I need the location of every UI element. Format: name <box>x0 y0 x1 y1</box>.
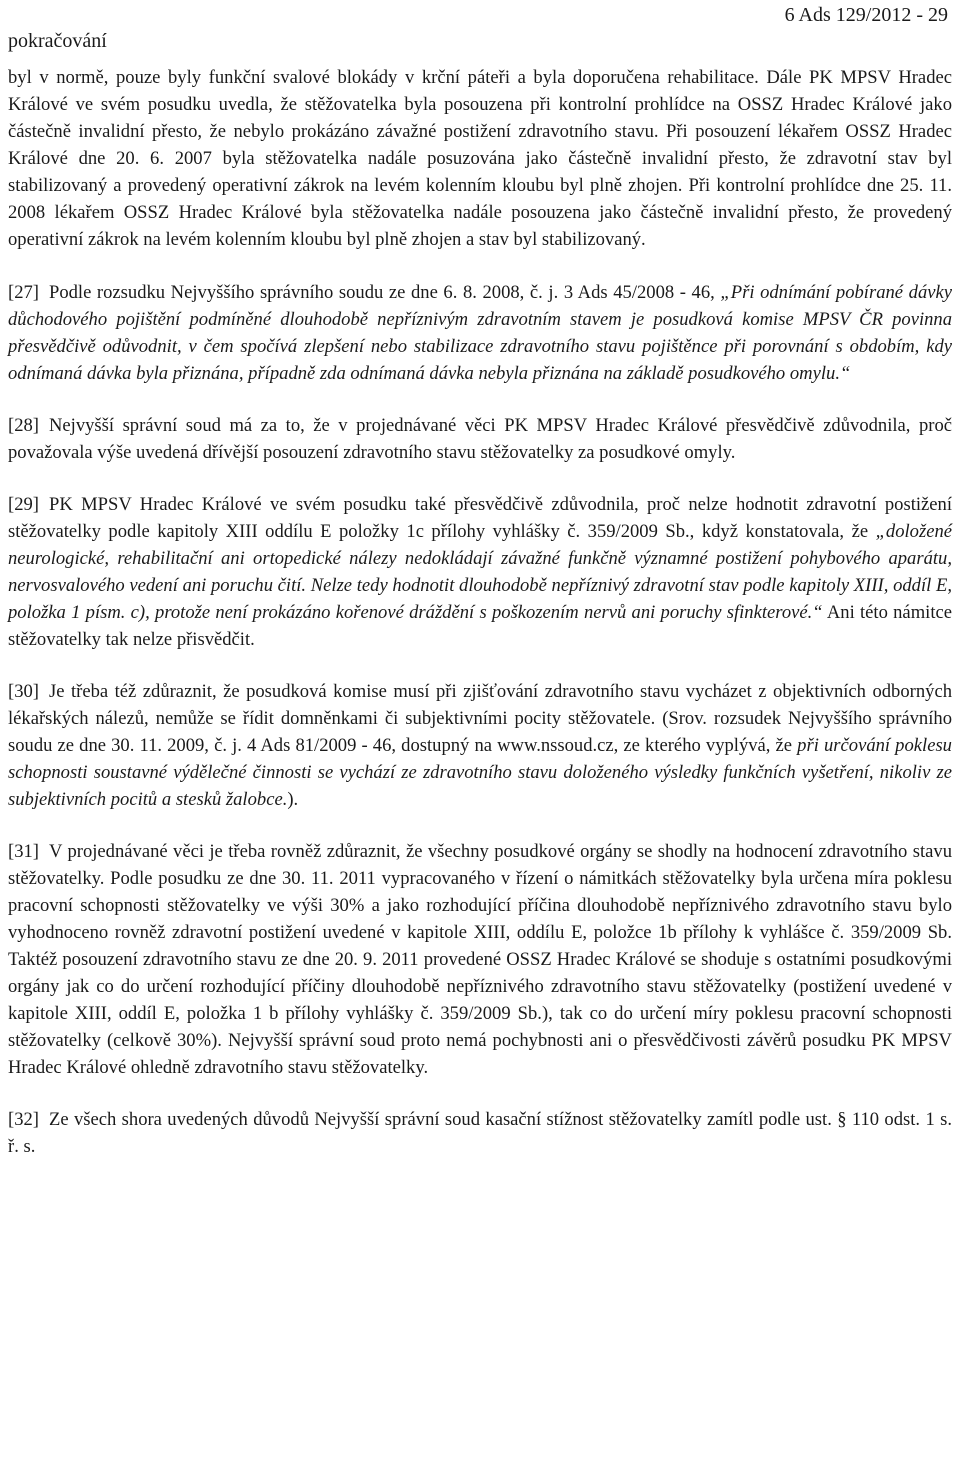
paragraph-number: [29] <box>8 494 39 515</box>
paragraph-text: Ze všech shora uvedených důvodů Nejvyšší správní soud kasační stížnost stěžovatelky zamítl podle ust. § 110 odst. 1 s. ř. s. <box>8 1109 952 1157</box>
header-continuation-label: pokračování <box>8 30 107 52</box>
paragraph-text-after-quote: ). <box>287 789 299 810</box>
paragraph-text: PK MPSV Hradec Králové ve svém posudku také přesvědčivě zdůvodnila, proč nelze hodnotit zdravotní postižení stěžovatelky podle kapitoly XIII oddílu E položky 1c přílohy vyhlášky č. 359/2009 Sb., když konstatovala, že <box>8 494 952 542</box>
paragraph-quote: „Při odnímání pobírané dávky důchodového pojištění podmíněné dlouhodobě nepříznivým zdravotním stavem je posudková komise MPSV ČR povinna přesvědčivě odůvodnit, v čem spočívá zlepšení nebo stabilizace zdravotního stavu pojištěnce při porovnání s obdobím, kdy odnímaná dávka byla přiznána, případně zda odnímaná dávka nebyla přiznána na základě posudkového omylu.“ <box>8 282 953 384</box>
paragraph-29 <box>8 491 952 653</box>
paragraph-quote: „doložené neurologické, rehabilitační ani ortopedické nálezy nedokládají závažné funkčně významné postižení pohybového aparátu, nervosvalového vedení ani poruchu čití. Nelze tedy hodnotit dlouhodobě nepříznivý zdravotní stav podle kapitoly XIII, oddíl E, položka 1 písm. c), protože není prokázáno kořenové dráždění s poškozením nervů ani poruchy sfinkterové.“ <box>8 521 952 623</box>
paragraph-number: [27] <box>8 282 39 303</box>
paragraph-text: Podle rozsudku Nejvyššího správního soudu ze dne 6. 8. 2008, č. j. 3 Ads 45/2008 - 46, <box>48 282 721 303</box>
paragraph-28 <box>8 412 952 466</box>
paragraph-31 <box>8 838 952 1081</box>
paragraph-text-after-quote: Ani této námitce stěžovatelky tak nelze přisvědčit. <box>8 602 952 650</box>
paragraph-number: [28] <box>8 415 39 436</box>
paragraph-number: [32] <box>8 1109 39 1130</box>
paragraph-27 <box>8 279 952 387</box>
paragraph-text: V projednávané věci je třeba rovněž zdůraznit, že všechny posudkové orgány se shodly na hodnocení zdravotního stavu stěžovatelky. Podle posudku ze dne 30. 11. 2011 vypracovaného v řízení o námitkách stěžovatelky byla určena míra poklesu pracovní schopnosti stěžovatelky ve výši 30% a jako rozhodující příčina dlouhodobě nepříznivého zdravotního stavu bylo vyhodnoceno rovněž zdravotní postižení uvedené v kapitole XIII, oddílu E, položce 1b přílohy k vyhlášce č. 359/2009 Sb. Taktéž posouzení zdravotního stavu ze dne 20. 9. 2011 provedené OSSZ Hradec Králové se shoduje s ostatními posudkovými orgány jak co do určení rozhodující příčiny dlouhodobě nepříznivého zdravotního stavu stěžovatelky (postižení uvedené v kapitole XIII, oddíl E, položka 1 b přílohy vyhlášky č. 359/2009 Sb.), tak co do určení míry poklesu pracovní schopnosti stěžovatelky (celkově 30%). Nejvyšší správní soud proto nemá pochybnosti ani o přesvědčivosti závěrů posudku PK MPSV Hradec Králové ohledně zdravotního stavu stěžovatelky. <box>8 841 952 1078</box>
paragraph-number: [30] <box>8 681 39 702</box>
paragraph-32 <box>8 1106 952 1160</box>
paragraph-text: Je třeba též zdůraznit, že posudková komise musí při zjišťování zdravotního stavu vycházet z objektivních odborných lékařských nálezů, nemůže se řídit domněnkami či subjektivními pocity stěžovatele. (Srov. rozsudek Nejvyššího správního soudu ze dne 30. 11. 2009, č. j. 4 Ads 81/2009 - 46, dostupný na www.nssoud.cz, ze kterého vyplývá, že <box>8 681 952 756</box>
paragraph-number: [31] <box>8 841 39 862</box>
page-header <box>8 2 952 64</box>
header-case-number: 6 Ads 129/2012 - 29 <box>784 4 948 26</box>
paragraph-quote: při určování poklesu schopnosti soustavné výdělečné činnosti se vychází ze zdravotního stavu doloženého výsledky funkčních vyšetření, nikoliv ze subjektivních pocitů a stesků žalobce. <box>8 735 952 810</box>
paragraph-text: byl v normě, pouze byly funkční svalové blokády v krční páteři a byla doporučena rehabilitace. Dále PK MPSV Hradec Králové ve svém posudku uvedla, že stěžovatelka byla posouzena při kontrolní prohlídce na OSSZ Hradec Králové jako částečně invalidní přesto, že nebylo prokázáno závažné postižení zdravotního stavu. Při posouzení lékařem OSSZ Hradec Králové dne 20. 6. 2007 byla stěžovatelka nadále posuzována jako částečně invalidní přesto, že zdravotní stav byl stabilizovaný a provedený operativní zákrok na levém kolenním kloubu byl plně zhojen. Při kontrolní prohlídce dne 25. 11. 2008 lékařem OSSZ Hradec Králové byla stěžovatelka nadále posouzena jako částečně invalidní přesto, že provedený operativní zákrok na levém kolenním kloubu byl plně zhojen a stav byl stabilizovaný. <box>8 67 952 250</box>
paragraph-30 <box>8 678 952 813</box>
paragraph-continued <box>8 64 952 253</box>
paragraph-text: Nejvyšší správní soud má za to, že v projednávané věci PK MPSV Hradec Králové přesvědčivě zdůvodnila, proč považovala výše uvedená dřívější posouzení zdravotního stavu stěžovatelky za posudkové omyly. <box>8 415 952 463</box>
